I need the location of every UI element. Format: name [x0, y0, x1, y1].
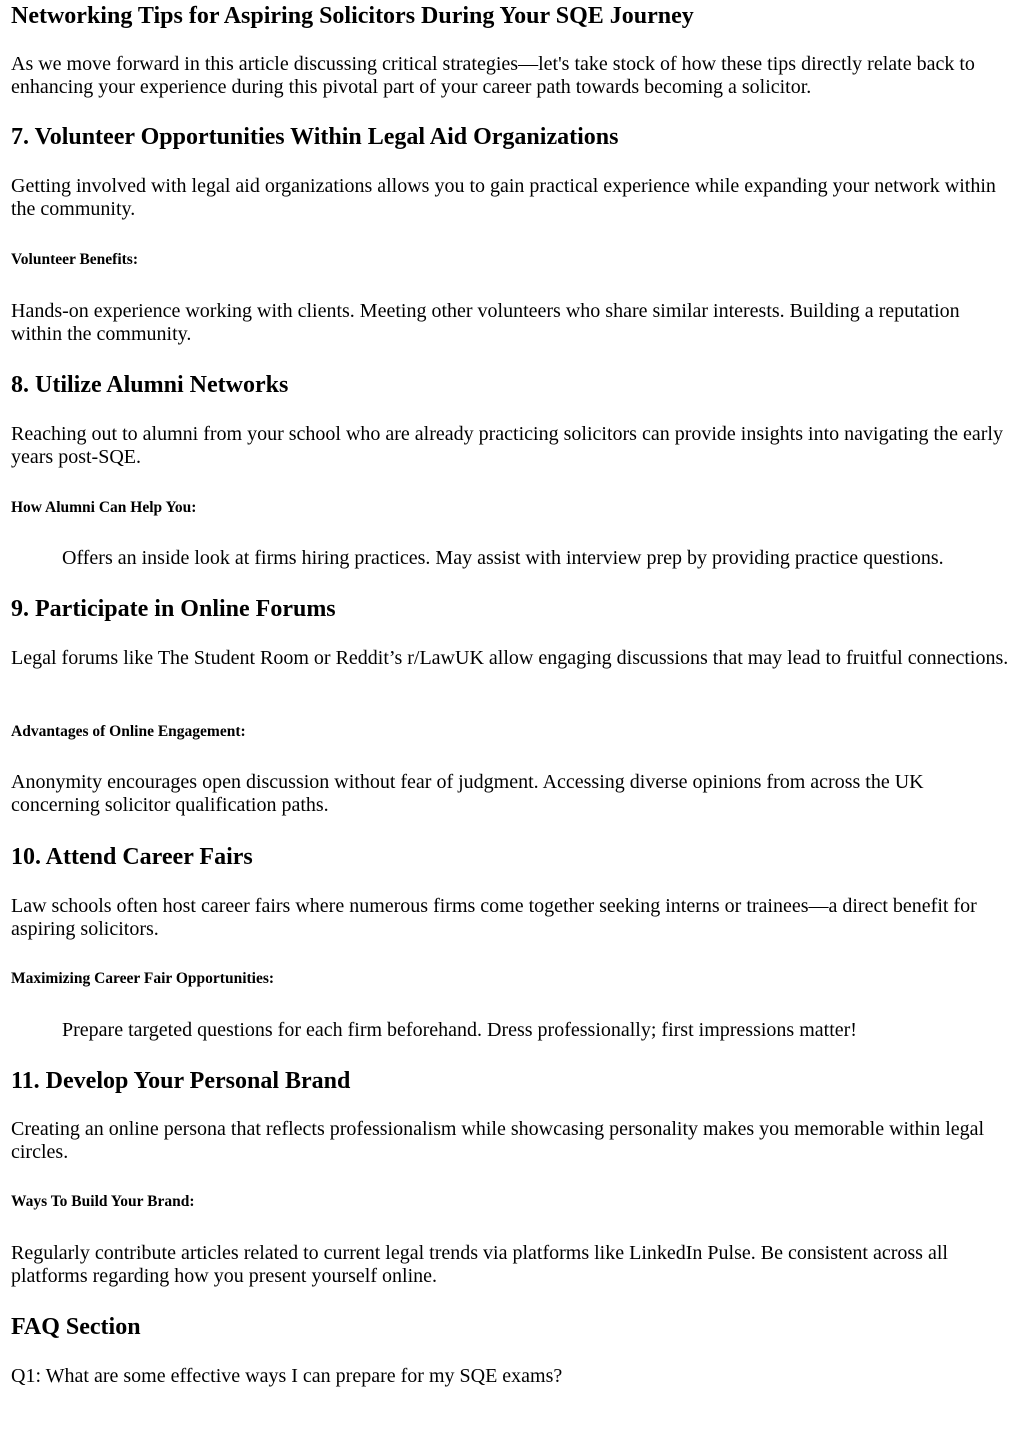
section-body-volunteer: Getting involved with legal aid organizations allows you to gain practical experience while expanding your network within the community. — [11, 175, 996, 220]
detail-career-fair-opportunities: Prepare targeted questions for each firm beforehand. Dress professionally; first impressions matter! — [62, 1019, 857, 1041]
intro-paragraph: As we move forward in this article discussing critical strategies—let's take stock of how these tips directly relate back to enhancing your experience during this pivotal part of your career path towards becoming a solicitor. — [11, 53, 975, 98]
detail-build-brand: Regularly contribute articles related to current legal trends via platforms like LinkedIn Pulse. Be consistent across all platforms regarding how you present yourself online. — [11, 1242, 948, 1287]
subheading-volunteer-benefits: Volunteer Benefits: — [11, 251, 139, 268]
subheading-alumni-help: How Alumni Can Help You: — [11, 499, 197, 516]
section-heading-forums: 9. Participate in Online Forums — [11, 596, 336, 622]
section-heading-career-fairs: 10. Attend Career Fairs — [11, 844, 253, 870]
section-body-forums: Legal forums like The Student Room or Reddit’s r/LawUK allow engaging discussions that may lead to fruitful connections. — [11, 647, 1009, 669]
section-body-personal-brand: Creating an online persona that reflects professionalism while showcasing personality makes you memorable within legal circles. — [11, 1118, 985, 1163]
section-heading-alumni: 8. Utilize Alumni Networks — [11, 372, 289, 398]
faq-question-1: Q1: What are some effective ways I can prepare for my SQE exams? — [11, 1365, 563, 1387]
subheading-career-fair-opportunities: Maximizing Career Fair Opportunities: — [11, 970, 275, 987]
subheading-online-engagement: Advantages of Online Engagement: — [11, 723, 246, 740]
detail-online-engagement: Anonymity encourages open discussion without fear of judgment. Accessing diverse opinions from across the UK concerning solicitor qualification paths. — [11, 771, 924, 816]
section-body-alumni: Reaching out to alumni from your school who are already practicing solicitors can provide insights into navigating the early years post-SQE. — [11, 423, 1003, 468]
section-heading-volunteer: 7. Volunteer Opportunities Within Legal Aid Organizations — [11, 124, 619, 150]
section-body-career-fairs: Law schools often host career fairs where numerous firms come together seeking interns or trainees—a direct benefit for aspiring solicitors. — [11, 895, 977, 940]
section-heading-personal-brand: 11. Develop Your Personal Brand — [11, 1068, 351, 1094]
page-title: Networking Tips for Aspiring Solicitors During Your SQE Journey — [11, 3, 694, 29]
detail-volunteer-benefits: Hands-on experience working with clients. Meeting other volunteers who share similar interests. Building a reputation within the community. — [11, 300, 960, 345]
subheading-build-brand: Ways To Build Your Brand: — [11, 1193, 195, 1210]
faq-heading: FAQ Section — [11, 1314, 141, 1340]
detail-alumni-help: Offers an inside look at firms hiring practices. May assist with interview prep by providing practice questions. — [62, 547, 944, 569]
